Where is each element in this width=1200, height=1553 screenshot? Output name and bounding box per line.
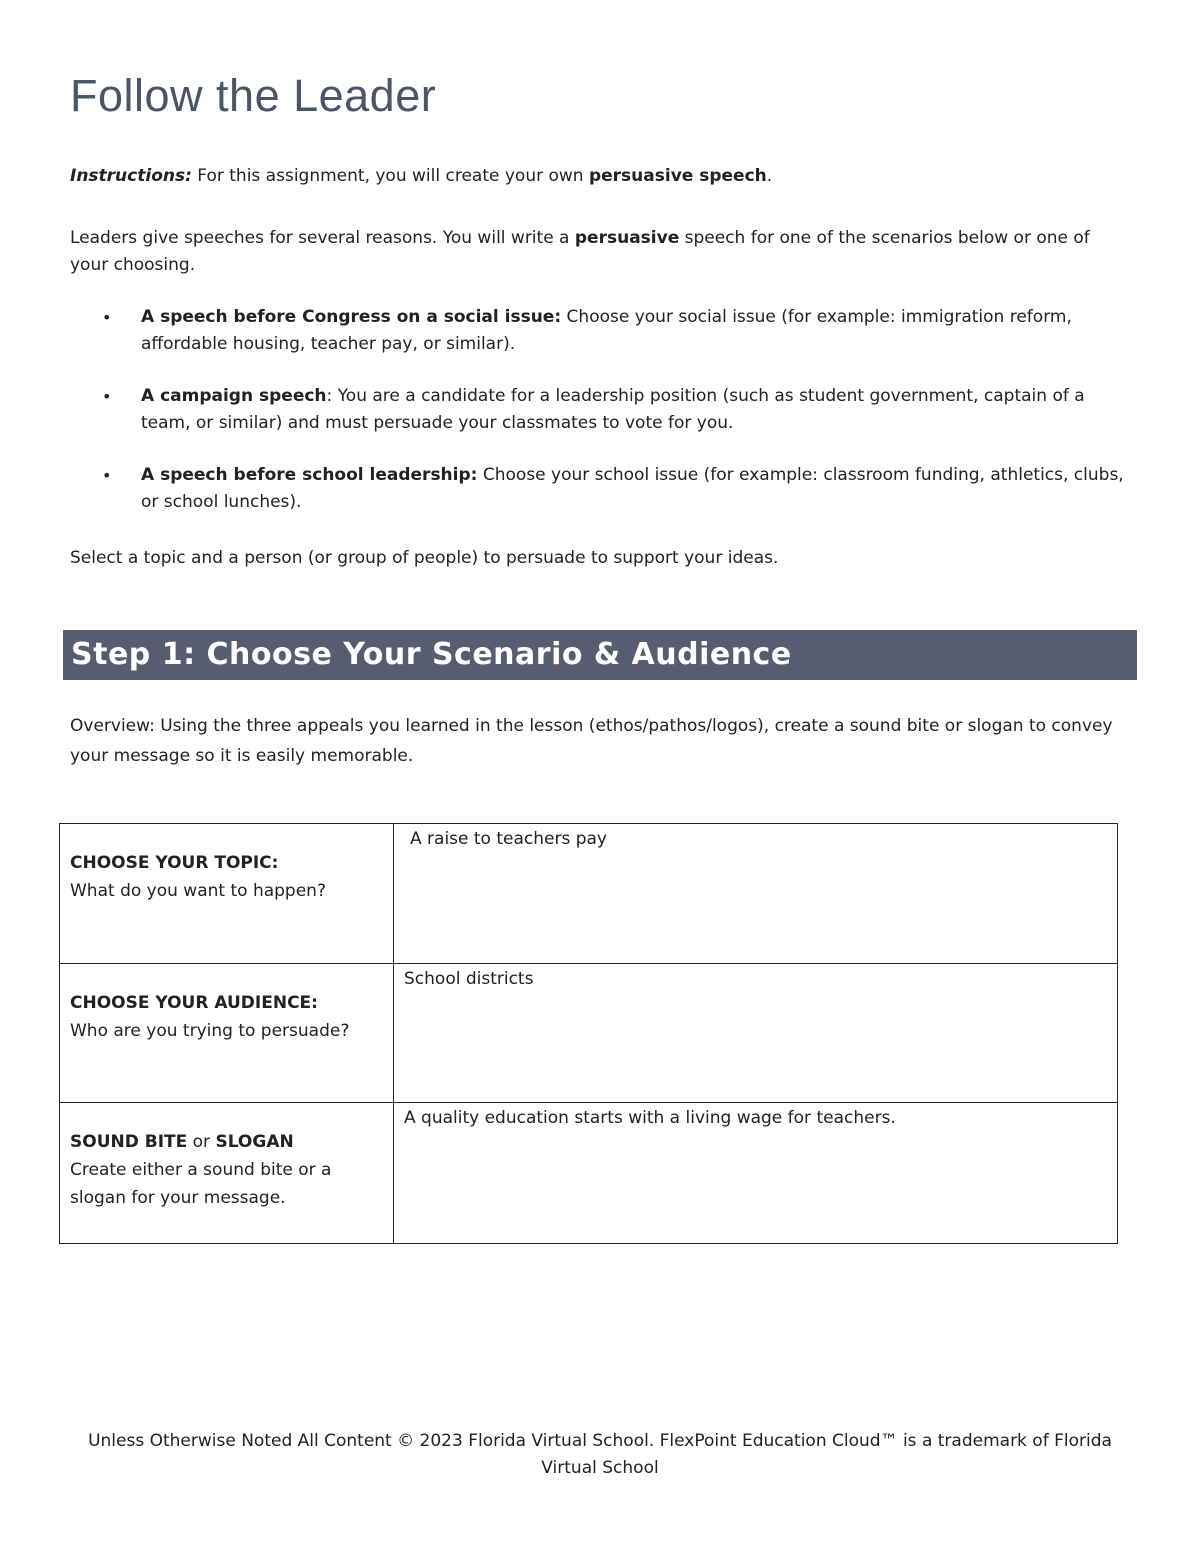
table-row-topic — [60, 824, 1118, 964]
bullet-icon: • — [102, 387, 112, 406]
scenario-title: A speech before Congress on a social issue: — [141, 307, 562, 327]
scenario-item — [70, 462, 1130, 516]
topic-answer-field[interactable]: A raise to teachers pay — [394, 824, 1118, 964]
instructions-emphasis: persuasive speech — [588, 166, 767, 186]
select-topic-paragraph: Select a topic and a person (or group of people) to persuade to support your ideas. — [70, 548, 779, 568]
slogan-answer-field[interactable]: A quality education starts with a living wage for teachers. — [394, 1103, 1118, 1244]
table-row-slogan — [60, 1103, 1118, 1244]
topic-label: CHOOSE YOUR TOPIC: — [70, 853, 279, 873]
scenario-list — [70, 304, 1130, 541]
topic-label-cell — [60, 824, 394, 964]
slogan-label-a: SOUND BITE — [70, 1132, 188, 1152]
footer-copyright: Unless Otherwise Noted All Content © 2023 Florida Virtual School. FlexPoint Education Cloud™ is a trademark of Florida Virtual School — [88, 1431, 1112, 1478]
table-row-audience — [60, 964, 1118, 1103]
intro-emphasis: persuasive — [574, 228, 680, 248]
intro-after: speech for one of the scenarios below or one of your choosing. — [70, 228, 1090, 275]
audience-answer-field[interactable]: School districts — [394, 964, 1118, 1103]
scenario-item — [70, 383, 1130, 437]
slogan-label-or: or — [187, 1132, 216, 1152]
audience-label: CHOOSE YOUR AUDIENCE: — [70, 993, 318, 1013]
bullet-icon: • — [102, 466, 112, 485]
topic-prompt: What do you want to happen? — [70, 881, 326, 901]
scenario-text: : You are a candidate for a leadership position (such as student government, captain of a team, or similar) and must persuade your classmates to vote for you. — [141, 386, 1085, 433]
scenario-title: A campaign speech — [141, 386, 327, 406]
scenario-text: Choose your social issue (for example: immigration reform, affordable housing, teacher pay, or similar). — [141, 307, 1072, 354]
bullet-icon: • — [102, 308, 112, 327]
slogan-label-cell — [60, 1103, 394, 1244]
scenario-text: Choose your school issue (for example: classroom funding, athletics, clubs, or school lunches). — [141, 465, 1124, 512]
audience-prompt: Who are you trying to persuade? — [70, 1021, 350, 1041]
instructions-label: Instructions: — [70, 166, 192, 186]
audience-label-cell — [60, 964, 394, 1103]
page-title: Follow the Leader — [70, 70, 437, 121]
step1-heading: Step 1: Choose Your Scenario & Audience — [63, 630, 1137, 680]
instructions-paragraph — [70, 163, 1130, 190]
scenario-item — [70, 304, 1130, 358]
instructions-text: For this assignment, you will create your own — [191, 166, 589, 186]
scenario-title: A speech before school leadership: — [141, 465, 478, 485]
intro-paragraph — [70, 225, 1130, 279]
instructions-end: . — [766, 166, 773, 186]
intro-before: Leaders give speeches for several reasons. You will write a — [70, 228, 575, 248]
slogan-prompt: Create either a sound bite or a slogan for your message. — [70, 1160, 332, 1208]
overview-paragraph: Overview: Using the three appeals you learned in the lesson (ethos/pathos/logos), create a sound bite or slogan to convey your message so it is easily memorable. — [70, 716, 1113, 766]
slogan-label-b: SLOGAN — [215, 1132, 294, 1152]
worksheet-table — [59, 823, 1118, 1244]
